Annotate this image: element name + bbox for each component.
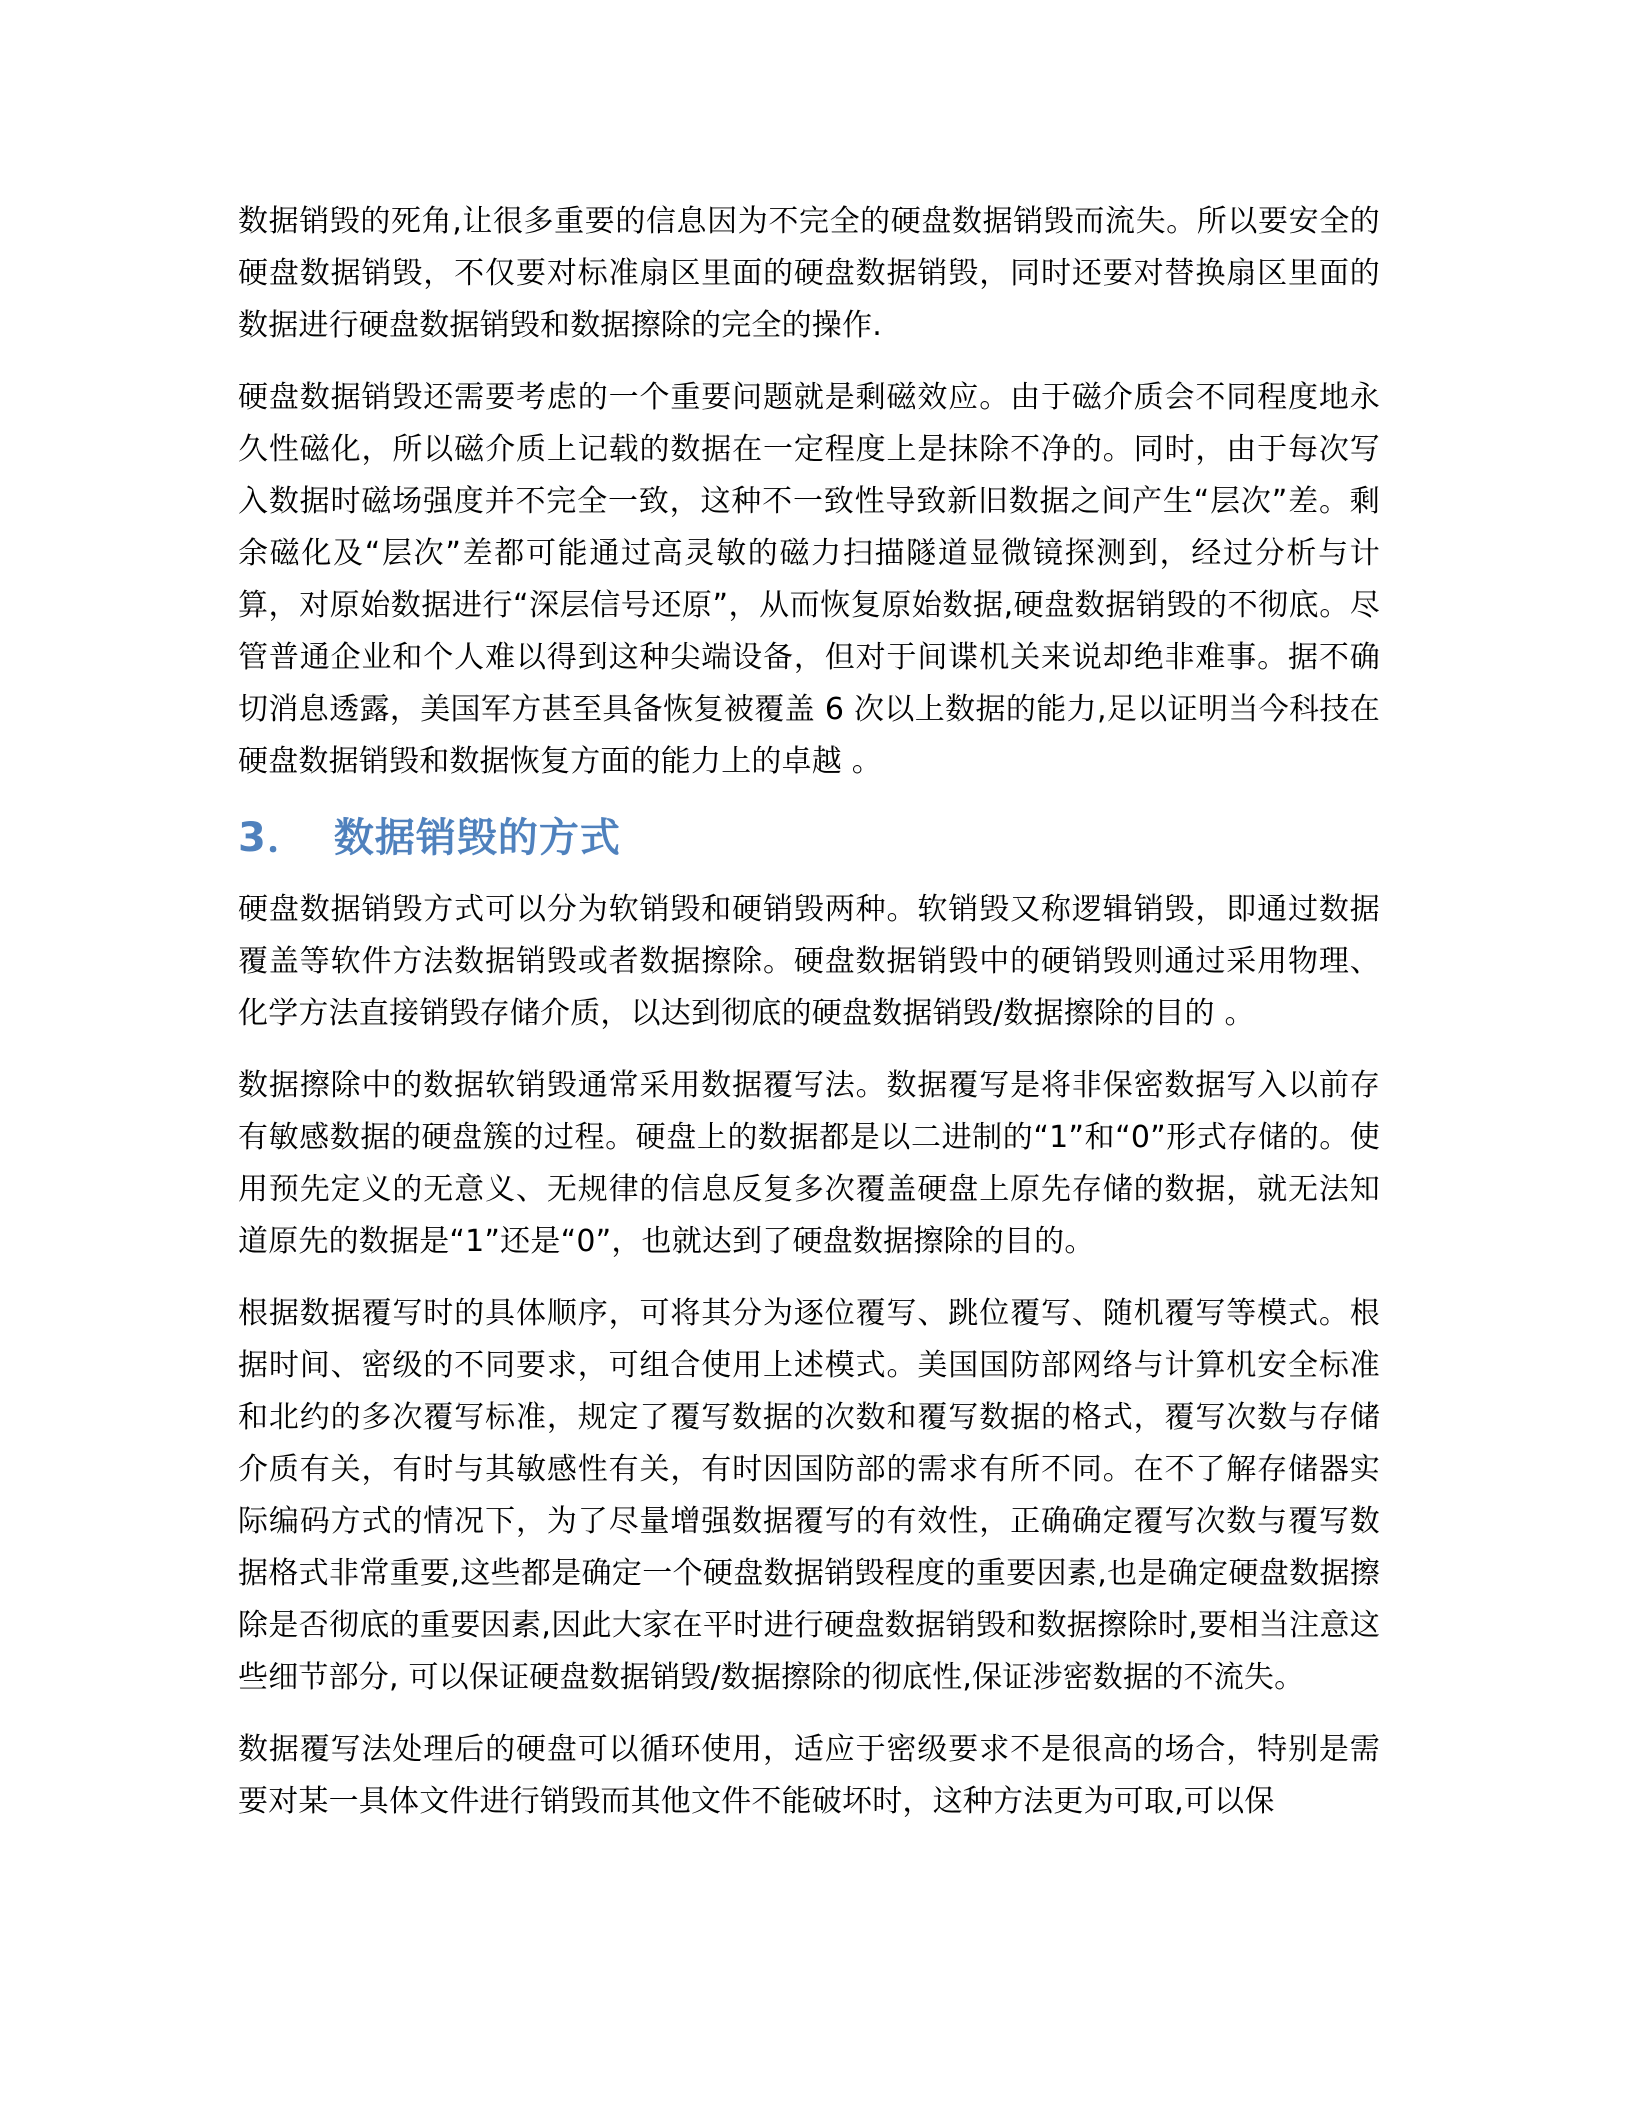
- section-number: 3．: [238, 815, 308, 861]
- section-heading: [238, 808, 1380, 868]
- paragraph: 数据擦除中的数据软销毁通常采用数据覆写法。数据覆写是将非保密数据写入以前存有敏感数据的硬盘簇的过程。硬盘上的数据都是以二进制的“1”和“0”形式存储的。使用预先定义的无意义、无规律的信息反复多次覆盖硬盘上原先存储的数据，就无法知道原先的数据是“1”还是“0”，也就达到了硬盘数据擦除的目的。: [238, 1068, 1380, 1259]
- section-title: 数据销毁的方式: [333, 815, 621, 861]
- paragraph: 硬盘数据销毁方式可以分为软销毁和硬销毁两种。软销毁又称逻辑销毁，即通过数据覆盖等软件方法数据销毁或者数据擦除。硬盘数据销毁中的硬销毁则通过采用物理、化学方法直接销毁存储介质，以达到彻底的硬盘数据销毁/数据擦除的目的 。: [238, 892, 1380, 1031]
- paragraph: 硬盘数据销毁还需要考虑的一个重要问题就是剩磁效应。由于磁介质会不同程度地永久性磁化，所以磁介质上记载的数据在一定程度上是抹除不净的。同时，由于每次写入数据时磁场强度并不完全一致，这种不一致性导致新旧数据之间产生“层次”差。剩余磁化及“层次”差都可能通过高灵敏的磁力扫描隧道显微镜探测到，经过分析与计算，对原始数据进行“深层信号还原”，从而恢复原始数据,硬盘数据销毁的不彻底。尽管普通企业和个人难以得到这种尖端设备，但对于间谍机关来说却绝非难事。据不确切消息透露，美国军方甚至具备恢复被覆盖 6 次以上数据的能力,足以证明当今科技在硬盘数据销毁和数据恢复方面的能力上的卓越 。: [238, 380, 1380, 779]
- paragraph: 数据销毁的死角,让很多重要的信息因为不完全的硬盘数据销毁而流失。所以要安全的硬盘数据销毁，不仅要对标准扇区里面的硬盘数据销毁，同时还要对替换扇区里面的数据进行硬盘数据销毁和数据擦除的完全的操作.: [238, 204, 1380, 343]
- paragraph: 根据数据覆写时的具体顺序，可将其分为逐位覆写、跳位覆写、随机覆写等模式。根据时间、密级的不同要求，可组合使用上述模式。美国国防部网络与计算机安全标准和北约的多次覆写标准，规定了覆写数据的次数和覆写数据的格式，覆写次数与存储介质有关，有时与其敏感性有关，有时因国防部的需求有所不同。在不了解存储器实际编码方式的情况下，为了尽量增强数据覆写的有效性，正确确定覆写次数与覆写数据格式非常重要,这些都是确定一个硬盘数据销毁程度的重要因素,也是确定硬盘数据擦除是否彻底的重要因素,因此大家在平时进行硬盘数据销毁和数据擦除时,要相当注意这些细节部分, 可以保证硬盘数据销毁/数据擦除的彻底性,保证涉密数据的不流失。: [238, 1296, 1380, 1695]
- document-page: [238, 196, 1380, 1848]
- paragraph: 数据覆写法处理后的硬盘可以循环使用，适应于密级要求不是很高的场合，特别是需要对某一具体文件进行销毁而其他文件不能破坏时，这种方法更为可取,可以保: [238, 1732, 1380, 1819]
